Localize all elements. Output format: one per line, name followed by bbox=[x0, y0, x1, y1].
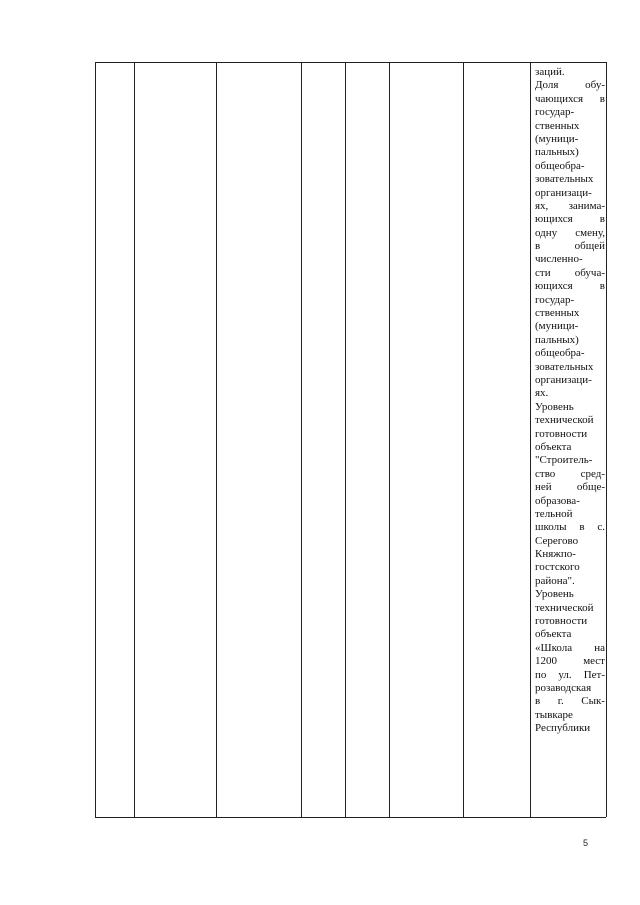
text-line bbox=[535, 213, 605, 226]
column-border bbox=[606, 62, 607, 817]
text-word: ющихся bbox=[535, 213, 573, 226]
text-line bbox=[535, 495, 605, 508]
text-word: готовности bbox=[535, 427, 588, 440]
text-line bbox=[535, 120, 605, 133]
text-word: чающихся bbox=[535, 92, 584, 105]
text-word: с. bbox=[597, 521, 605, 534]
text-word: объекта bbox=[535, 628, 572, 641]
text-line bbox=[535, 722, 605, 735]
text-word: образова- bbox=[535, 494, 580, 507]
text-word: зовательных bbox=[535, 360, 594, 373]
text-word: Уровень bbox=[535, 400, 574, 413]
text-word: сред- bbox=[580, 467, 605, 480]
text-line bbox=[535, 521, 605, 534]
text-line bbox=[535, 682, 605, 695]
text-word: гостского bbox=[535, 561, 580, 574]
text-line bbox=[535, 615, 605, 628]
text-word: занима- bbox=[568, 199, 605, 212]
text-word: ях. bbox=[535, 387, 549, 400]
text-line bbox=[535, 294, 605, 307]
text-line bbox=[535, 133, 605, 146]
text-line bbox=[535, 173, 605, 186]
text-word: (муници- bbox=[535, 132, 579, 145]
text-word: тывкаре bbox=[535, 708, 573, 721]
text-word: в bbox=[599, 280, 605, 293]
text-line bbox=[535, 240, 605, 253]
text-word: общеобра- bbox=[535, 159, 585, 172]
text-word: ней bbox=[535, 481, 552, 494]
text-word: Республики bbox=[535, 722, 591, 735]
text-line bbox=[535, 253, 605, 266]
text-word: в bbox=[599, 92, 605, 105]
text-line bbox=[535, 160, 605, 173]
text-line bbox=[535, 575, 605, 588]
text-line bbox=[535, 280, 605, 293]
text-line bbox=[535, 79, 605, 92]
text-word: «Школа bbox=[535, 641, 573, 654]
text-line bbox=[535, 93, 605, 106]
text-line bbox=[535, 146, 605, 159]
text-word: ющихся bbox=[535, 280, 573, 293]
text-word: ях, bbox=[535, 199, 549, 212]
text-line bbox=[535, 334, 605, 347]
text-line bbox=[535, 709, 605, 722]
text-word: в bbox=[599, 213, 605, 226]
text-word: в bbox=[535, 695, 541, 708]
text-line bbox=[535, 561, 605, 574]
text-word: (муници- bbox=[535, 320, 579, 333]
text-word: организаци- bbox=[535, 373, 592, 386]
text-line bbox=[535, 401, 605, 414]
column-border bbox=[530, 62, 531, 817]
text-word: численно- bbox=[535, 253, 583, 266]
text-line bbox=[535, 428, 605, 441]
text-word: Серегово bbox=[535, 534, 579, 547]
text-line bbox=[535, 695, 605, 708]
text-word: тельной bbox=[535, 507, 573, 520]
column-border bbox=[95, 62, 96, 817]
text-line bbox=[535, 441, 605, 454]
text-word: государ- bbox=[535, 106, 575, 119]
column-border bbox=[216, 62, 217, 817]
column-border bbox=[463, 62, 464, 817]
text-word: ственных bbox=[535, 307, 580, 320]
text-line bbox=[535, 642, 605, 655]
text-line bbox=[535, 548, 605, 561]
text-line bbox=[535, 414, 605, 427]
text-word: школы bbox=[535, 521, 567, 534]
text-line bbox=[535, 307, 605, 320]
table-bottom-border bbox=[95, 817, 606, 818]
text-line bbox=[535, 187, 605, 200]
column-border bbox=[301, 62, 302, 817]
text-word: розаводская bbox=[535, 681, 592, 694]
text-line bbox=[535, 628, 605, 641]
text-line bbox=[535, 454, 605, 467]
text-word: в bbox=[579, 521, 585, 534]
text-line bbox=[535, 66, 605, 79]
text-word: общеобра- bbox=[535, 347, 585, 360]
text-word: на bbox=[594, 641, 605, 654]
column-border bbox=[345, 62, 346, 817]
text-word: технической bbox=[535, 414, 594, 427]
text-line bbox=[535, 227, 605, 240]
text-word: в bbox=[535, 240, 541, 253]
text-word: одну bbox=[535, 226, 558, 239]
text-line bbox=[535, 468, 605, 481]
text-word: ство bbox=[535, 467, 556, 480]
text-line bbox=[535, 200, 605, 213]
text-line bbox=[535, 602, 605, 615]
text-word: по bbox=[535, 668, 547, 681]
text-line bbox=[535, 508, 605, 521]
text-word: государ- bbox=[535, 293, 575, 306]
text-word: зовательных bbox=[535, 173, 594, 186]
text-word: ственных bbox=[535, 119, 580, 132]
text-word: 1200 bbox=[535, 655, 557, 668]
text-word: обу- bbox=[585, 79, 605, 92]
text-line bbox=[535, 267, 605, 280]
text-word: Пет- bbox=[583, 668, 605, 681]
text-line bbox=[535, 387, 605, 400]
text-word: организаци- bbox=[535, 186, 592, 199]
column-border bbox=[389, 62, 390, 817]
text-word: Доля bbox=[535, 79, 559, 92]
text-word: Уровень bbox=[535, 588, 574, 601]
text-word: общей bbox=[574, 240, 605, 253]
text-word: заций. bbox=[535, 66, 565, 78]
text-line bbox=[535, 588, 605, 601]
text-line bbox=[535, 669, 605, 682]
page-number: 5 bbox=[583, 838, 589, 848]
text-line bbox=[535, 374, 605, 387]
text-line bbox=[535, 535, 605, 548]
text-word: сти bbox=[535, 266, 551, 279]
text-word: пальных) bbox=[535, 146, 579, 159]
text-line bbox=[535, 361, 605, 374]
text-line bbox=[535, 347, 605, 360]
text-word: смену, bbox=[575, 226, 605, 239]
text-word: Княжпо- bbox=[535, 548, 576, 561]
text-word: объекта bbox=[535, 440, 572, 453]
text-word: Сык- bbox=[581, 695, 605, 708]
text-word: обще- bbox=[576, 481, 605, 494]
text-word: мест bbox=[583, 655, 605, 668]
text-word: пальных) bbox=[535, 333, 579, 346]
text-word: района". bbox=[535, 574, 575, 587]
text-word: технической bbox=[535, 601, 594, 614]
text-line bbox=[535, 655, 605, 668]
last-column-cell-text bbox=[535, 66, 605, 736]
text-word: г. bbox=[557, 695, 564, 708]
text-word: обуча- bbox=[574, 266, 605, 279]
text-word: готовности bbox=[535, 615, 588, 628]
text-word: "Строитель- bbox=[535, 454, 593, 467]
text-line bbox=[535, 481, 605, 494]
column-border bbox=[134, 62, 135, 817]
text-word: ул. bbox=[558, 668, 572, 681]
text-line bbox=[535, 106, 605, 119]
text-line bbox=[535, 320, 605, 333]
